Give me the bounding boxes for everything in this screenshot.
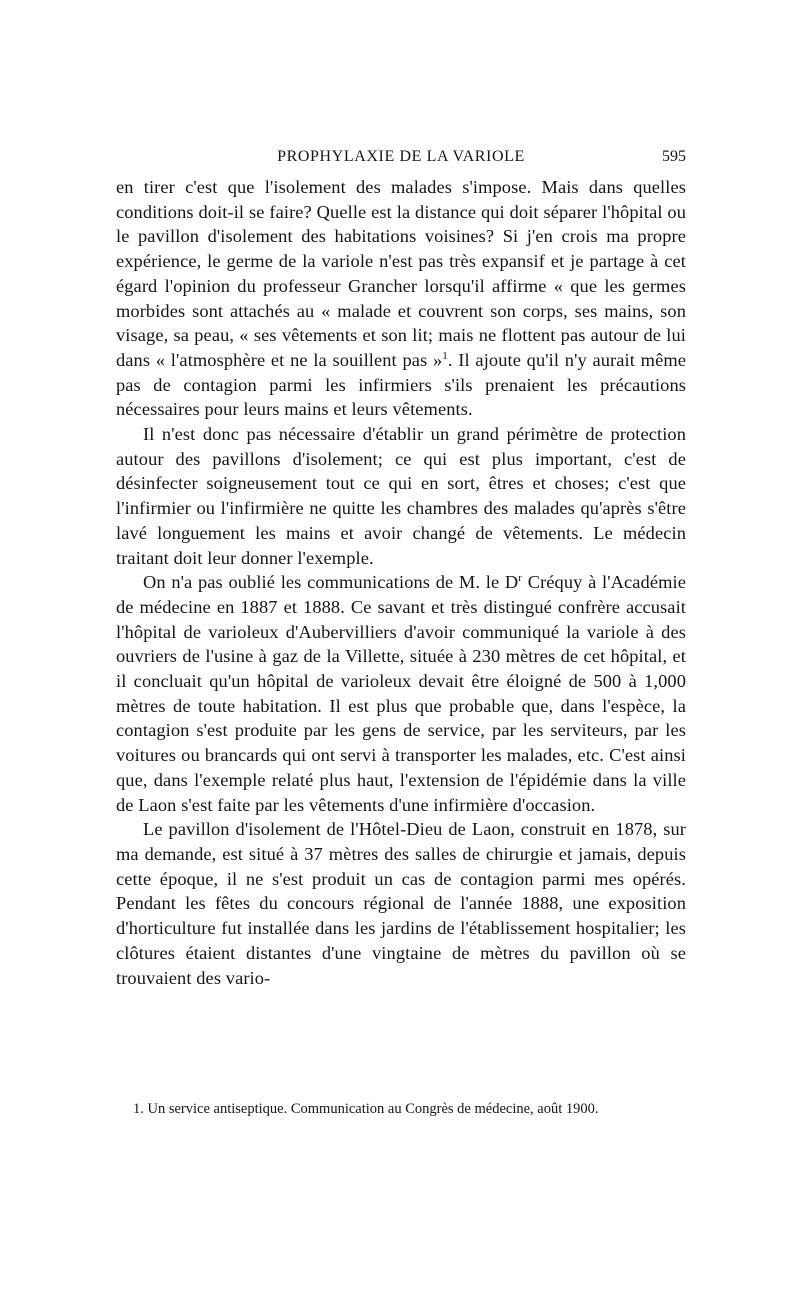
paragraph-3-text-a: On n'a pas oublié les communications de M. le D bbox=[143, 572, 519, 593]
paragraph-1 bbox=[116, 175, 686, 422]
footnote-number: 1. bbox=[133, 1101, 144, 1117]
paragraph-1-text-a: en tirer c'est que l'isolement des malades s'impose. Mais dans quelles conditions doit-il se faire? Quelle est la distance qui doit séparer l'hôpital ou le pavillon d'isolement des habitations voisines? Si j'en crois ma propre expérience, le germe de la variole n'est pas très expansif et je partage à cet égard l'opinion du professeur Grancher lorsqu'il affirme « que les germes morbides sont attachés au « malade et couvrent son corps, ses mains, son visage, sa peau, « ses vêtements et son lit; mais ne flottent pas autour de lui dans « l'atmosphère et ne la souillent pas » bbox=[116, 177, 686, 370]
body-text bbox=[116, 175, 686, 990]
doctor-abbreviation-superscript: r bbox=[518, 572, 523, 585]
running-head bbox=[116, 148, 686, 174]
running-title: PROPHYLAXIE DE LA VARIOLE bbox=[277, 148, 525, 165]
footnote-reference: 1 bbox=[442, 349, 448, 362]
paragraph-3-text-b: Créquy à l'Académie de médecine en 1887 et 1888. Ce savant et très distingué confrère accusait l'hôpital de varioleux d'Aubervilliers d'avoir communiqué la variole à des ouvriers de l'usine à gaz de la Villette, située à 230 mètres de cet hôpital, et il concluait qu'un hôpital de varioleux devait être éloigné de 500 à 1,000 mètres de toute habitation. Il est plus que probable que, dans l'espèce, la contagion s'est produite par les gens de service, par les serviteurs, par les voitures ou brancards qui ont servi à transporter les malades, etc. C'est ainsi que, dans l'exemple relaté plus haut, l'extension de l'épidémie dans la ville de Laon s'est faite par les vêtements d'une infirmière d'occasion. bbox=[116, 572, 686, 815]
paragraph-4: Le pavillon d'isolement de l'Hôtel-Dieu de Laon, construit en 1878, sur ma demande, est situé à 37 mètres des salles de chirurgie et jamais, depuis cette époque, il ne s'est produit un cas de contagion parmi mes opérés. Pendant les fêtes du concours régional de l'année 1888, une exposition d'horticulture fut installée dans les jardins de l'établissement hospitalier; les clôtures étaient distantes d'une vingtaine de mètres du pavillon où se trouvaient des vario- bbox=[116, 819, 686, 988]
paragraph-3 bbox=[116, 570, 686, 817]
page-number: 595 bbox=[662, 148, 686, 165]
page bbox=[116, 148, 686, 990]
paragraph-2: Il n'est donc pas nécessaire d'établir un grand périmètre de protection autour des pavillons d'isolement; ce qui est plus important, c'est de désinfecter soigneusement tout ce qui en sort, êtres et choses; c'est que l'infirmier ou l'infirmière ne quitte les chambres des malades qu'après s'être lavé longuement les mains et avoir changé de vêtements. Le médecin traitant doit leur donner l'exemple. bbox=[116, 424, 686, 568]
footnote-text: Un service antiseptique. Communication au Congrès de médecine, août 1900. bbox=[147, 1101, 599, 1117]
footnote bbox=[116, 1099, 686, 1119]
paragraph-1-text-b: . Il ajoute qu'il n'y aurait même pas de contagion parmi les infirmiers s'ils prenaient les précautions nécessaires pour leurs mains et leurs vêtements. bbox=[116, 349, 686, 420]
